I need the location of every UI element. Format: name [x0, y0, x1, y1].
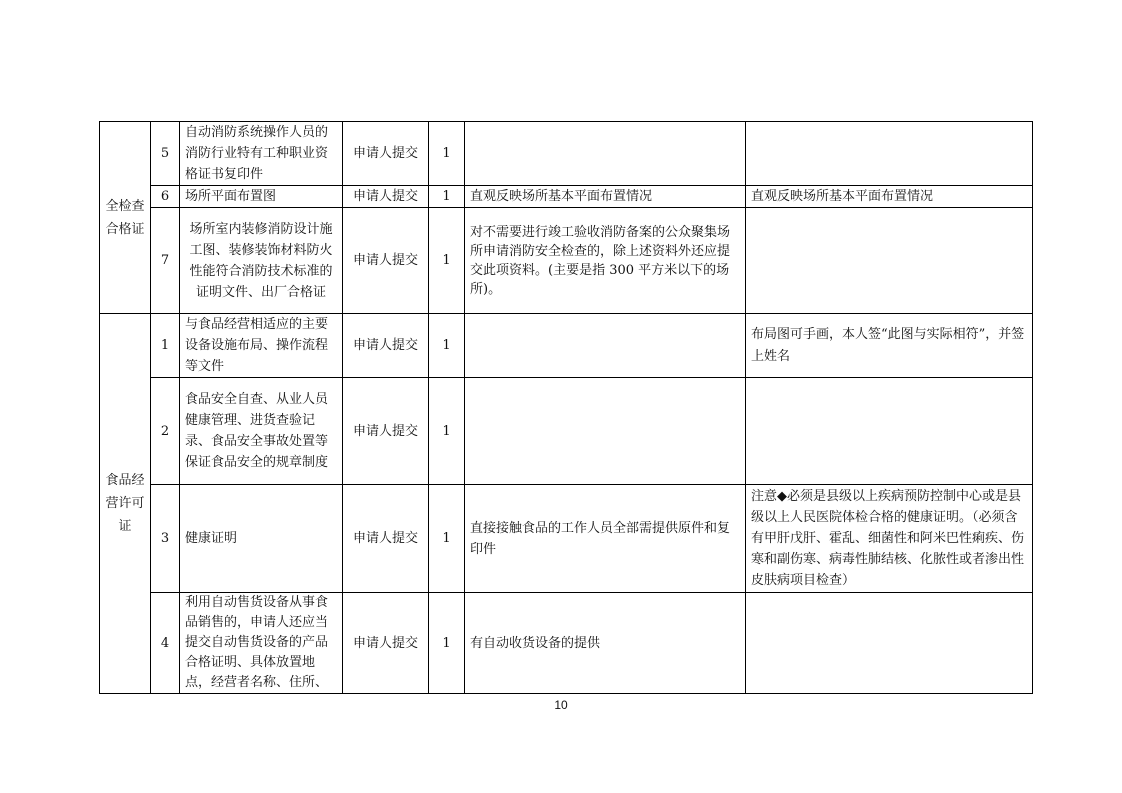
material-requirement: 有自动收货设备的提供: [465, 593, 746, 694]
material-note: [746, 122, 1033, 186]
row-number: 4: [151, 593, 180, 694]
row-number: 6: [151, 186, 180, 208]
row-number: 7: [151, 208, 180, 314]
material-source: 申请人提交: [343, 485, 429, 593]
row-number: 2: [151, 378, 180, 485]
material-source: 申请人提交: [343, 208, 429, 314]
material-item: 食品安全自查、从业人员健康管理、进货查验记录、食品安全事故处置等保证食品安全的规章制度: [180, 378, 343, 485]
material-count: 1: [429, 186, 465, 208]
material-note: 布局图可手画，本人签“此图与实际相符”，并签上姓名: [746, 314, 1033, 378]
requirements-table: [99, 121, 1033, 694]
material-source: 申请人提交: [343, 593, 429, 694]
material-note: [746, 378, 1033, 485]
material-item: 自动消防系统操作人员的消防行业特有工种职业资格证书复印件: [180, 122, 343, 186]
material-item: 利用自动售货设备从事食品销售的，申请人还应当提交自动售货设备的产品合格证明、具体放置地点，经营者名称、住所、: [180, 593, 343, 694]
material-note: 注意◆必须是县级以上疾病预防控制中心或是县级以上人民医院体检合格的健康证明。（必须含有甲肝戊肝、霍乱、细菌性和阿米巴性痢疾、伤寒和副伤寒、病毒性肺结核、化脓性或者渗出性皮肤病项目检查）: [746, 485, 1033, 593]
material-item: 场所室内装修消防设计施工图、装修装饰材料防火性能符合消防技术标准的证明文件、出厂合格证: [180, 208, 343, 314]
row-number: 3: [151, 485, 180, 593]
material-note: [746, 593, 1033, 694]
material-source: 申请人提交: [343, 122, 429, 186]
material-requirement: 直接接触食品的工作人员全部需提供原件和复印件: [465, 485, 746, 593]
material-item: 场所平面布置图: [180, 186, 343, 208]
table-row: [100, 208, 1033, 314]
table-row: [100, 314, 1033, 378]
table-row: [100, 485, 1033, 593]
material-item: 与食品经营相适应的主要设备设施布局、操作流程等文件: [180, 314, 343, 378]
material-source: 申请人提交: [343, 378, 429, 485]
material-requirement: [465, 378, 746, 485]
category-fire-safety-cell: 全检查合格证: [100, 122, 151, 314]
row-number: 5: [151, 122, 180, 186]
row-number: 1: [151, 314, 180, 378]
material-note: 直观反映场所基本平面布置情况: [746, 186, 1033, 208]
category-food-license-cell: 食品经营许可证: [100, 314, 151, 694]
material-item: 健康证明: [180, 485, 343, 593]
material-note: [746, 208, 1033, 314]
page-number: 10: [554, 698, 568, 712]
material-source: 申请人提交: [343, 314, 429, 378]
material-count: 1: [429, 593, 465, 694]
material-count: 1: [429, 314, 465, 378]
material-source: 申请人提交: [343, 186, 429, 208]
material-count: 1: [429, 485, 465, 593]
material-requirement: [465, 314, 746, 378]
table-row: [100, 186, 1033, 208]
material-requirement: 对不需要进行竣工验收消防备案的公众聚集场所申请消防安全检查的，除上述资料外还应提交此项资料。(主要是指 300 平方米以下的场所)。: [465, 208, 746, 314]
material-count: 1: [429, 122, 465, 186]
material-requirement: 直观反映场所基本平面布置情况: [465, 186, 746, 208]
table-row: [100, 593, 1033, 694]
material-count: 1: [429, 208, 465, 314]
table-row: [100, 122, 1033, 186]
material-requirement: [465, 122, 746, 186]
table-row: [100, 378, 1033, 485]
material-count: 1: [429, 378, 465, 485]
